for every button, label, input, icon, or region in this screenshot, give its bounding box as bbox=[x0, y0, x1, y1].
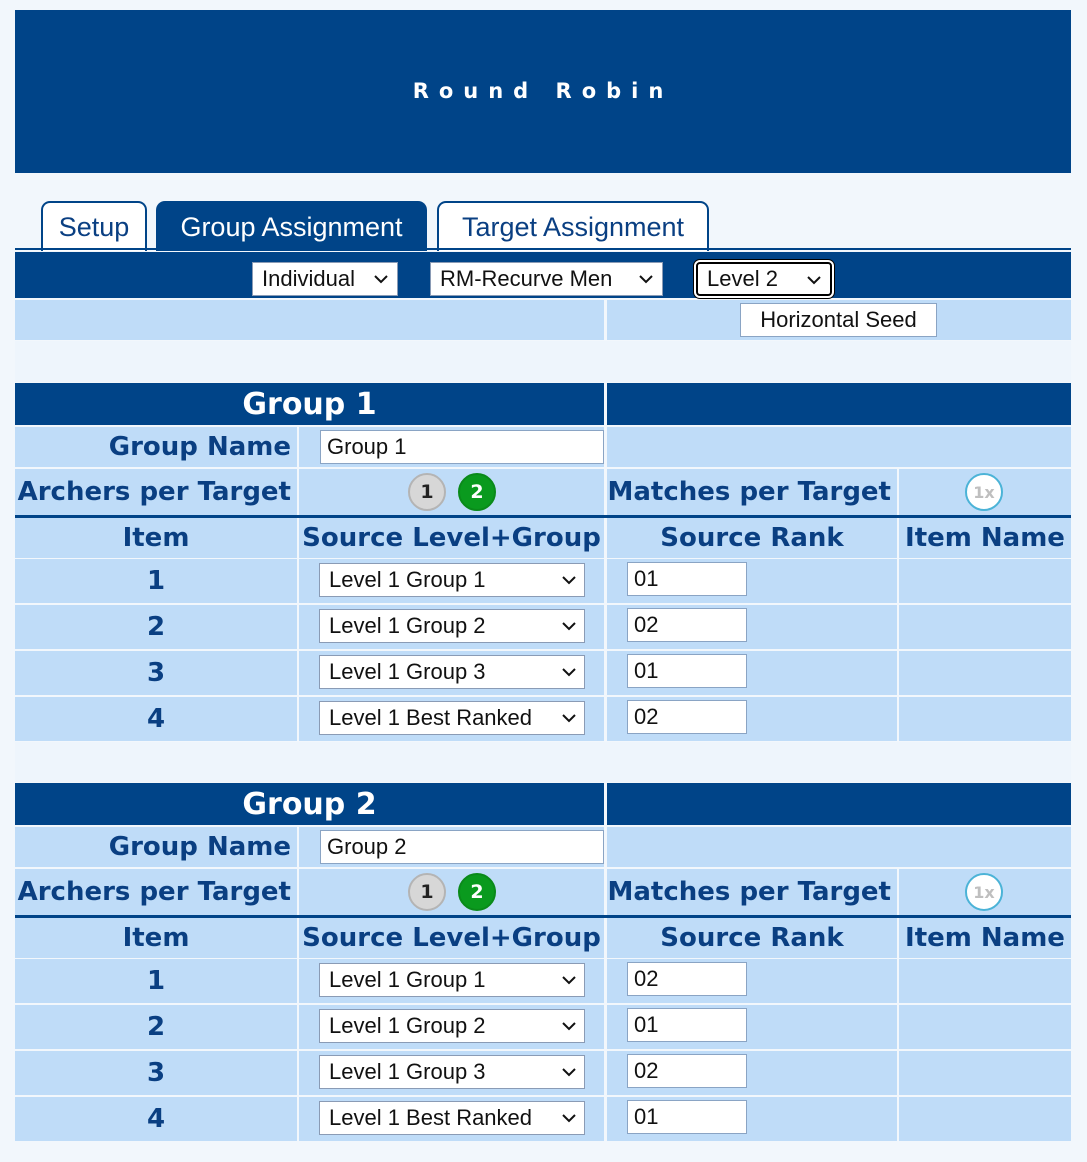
source-select-value: Level 1 Group 2 bbox=[329, 1013, 486, 1038]
chevron-down-icon bbox=[637, 269, 655, 289]
source-select[interactable] bbox=[319, 1101, 585, 1135]
item-number: 4 bbox=[15, 697, 297, 741]
chevron-down-icon bbox=[372, 269, 390, 289]
item-number: 4 bbox=[15, 1097, 297, 1141]
event-select-value: RM-Recurve Men bbox=[440, 266, 613, 291]
type-select[interactable] bbox=[252, 262, 398, 296]
archers-option-2[interactable]: 2 bbox=[458, 473, 496, 511]
rank-input[interactable]: 02 bbox=[627, 608, 747, 642]
column-header-rank: Source Rank bbox=[607, 518, 897, 558]
chevron-down-icon bbox=[560, 616, 578, 636]
rank-input[interactable]: 01 bbox=[627, 1008, 747, 1042]
group-name-input[interactable]: Group 2 bbox=[320, 830, 604, 864]
column-header-source: Source Level+Group bbox=[299, 918, 604, 958]
matches-per-target-label: Matches per Target bbox=[607, 469, 897, 515]
archers-options-cell bbox=[299, 469, 604, 515]
group-name-filler bbox=[607, 427, 1071, 467]
chevron-down-icon bbox=[560, 1062, 578, 1082]
chevron-down-icon bbox=[805, 270, 823, 290]
source-select-value: Level 1 Group 2 bbox=[329, 613, 486, 638]
type-select-value: Individual bbox=[262, 266, 355, 291]
column-header-item: Item bbox=[15, 518, 297, 558]
source-select[interactable] bbox=[319, 701, 585, 735]
matches-option-1x[interactable]: 1x bbox=[965, 473, 1003, 511]
column-header-rank: Source Rank bbox=[607, 918, 897, 958]
group-name-label: Group Name bbox=[15, 827, 297, 867]
spacer bbox=[15, 341, 1071, 382]
column-header-item-name: Item Name bbox=[899, 518, 1071, 558]
archers-per-target-label: Archers per Target bbox=[15, 869, 297, 915]
rank-input[interactable]: 02 bbox=[627, 700, 747, 734]
archers-option-2[interactable]: 2 bbox=[458, 873, 496, 911]
tab-target-assignment[interactable]: Target Assignment bbox=[437, 201, 709, 251]
item-name-cell bbox=[899, 697, 1071, 741]
rank-input[interactable]: 01 bbox=[627, 1100, 747, 1134]
item-number: 1 bbox=[15, 559, 297, 603]
source-select[interactable] bbox=[319, 655, 585, 689]
group-name-filler bbox=[607, 827, 1071, 867]
item-name-cell bbox=[899, 959, 1071, 1003]
item-number: 2 bbox=[15, 1005, 297, 1049]
source-select-value: Level 1 Group 1 bbox=[329, 967, 486, 992]
group-title-filler bbox=[607, 783, 1071, 825]
matches-option-1x[interactable]: 1x bbox=[965, 873, 1003, 911]
page-title: Round Robin bbox=[412, 78, 674, 103]
item-number: 1 bbox=[15, 959, 297, 1003]
item-name-cell bbox=[899, 1097, 1071, 1141]
page-header bbox=[15, 10, 1071, 173]
column-header-item: Item bbox=[15, 918, 297, 958]
group-name-label: Group Name bbox=[15, 427, 297, 467]
rank-input[interactable]: 02 bbox=[627, 962, 747, 996]
spacer bbox=[15, 742, 1071, 782]
chevron-down-icon bbox=[560, 570, 578, 590]
column-header-item-name: Item Name bbox=[899, 918, 1071, 958]
source-select[interactable] bbox=[319, 1009, 585, 1043]
group-name-input[interactable]: Group 1 bbox=[320, 430, 604, 464]
item-name-cell bbox=[899, 1005, 1071, 1049]
tab-setup[interactable]: Setup bbox=[41, 201, 147, 251]
column-header-source: Source Level+Group bbox=[299, 518, 604, 558]
item-name-cell bbox=[899, 1051, 1071, 1095]
source-select[interactable] bbox=[319, 609, 585, 643]
group-title-filler bbox=[607, 383, 1071, 425]
level-select[interactable] bbox=[696, 262, 832, 296]
archers-per-target-label: Archers per Target bbox=[15, 469, 297, 515]
event-select[interactable] bbox=[430, 262, 663, 296]
tab-divider bbox=[15, 248, 1071, 250]
rank-input[interactable]: 02 bbox=[627, 1054, 747, 1088]
group-title: Group 2 bbox=[15, 783, 604, 825]
source-select[interactable] bbox=[319, 1055, 585, 1089]
item-number: 2 bbox=[15, 605, 297, 649]
source-select-value: Level 1 Best Ranked bbox=[329, 705, 533, 730]
chevron-down-icon bbox=[560, 970, 578, 990]
source-select[interactable] bbox=[319, 963, 585, 997]
source-select-value: Level 1 Group 1 bbox=[329, 567, 486, 592]
item-number: 3 bbox=[15, 651, 297, 695]
chevron-down-icon bbox=[560, 662, 578, 682]
chevron-down-icon bbox=[560, 1108, 578, 1128]
source-select-value: Level 1 Group 3 bbox=[329, 659, 486, 684]
chevron-down-icon bbox=[560, 1016, 578, 1036]
matches-per-target-label: Matches per Target bbox=[607, 869, 897, 915]
item-name-cell bbox=[899, 559, 1071, 603]
rank-input[interactable]: 01 bbox=[627, 654, 747, 688]
source-select[interactable] bbox=[319, 563, 585, 597]
archers-option-1[interactable]: 1 bbox=[408, 873, 446, 911]
archers-option-1[interactable]: 1 bbox=[408, 473, 446, 511]
level-select-value: Level 2 bbox=[707, 266, 778, 291]
source-select-value: Level 1 Group 3 bbox=[329, 1059, 486, 1084]
item-name-cell bbox=[899, 651, 1071, 695]
rank-input[interactable]: 01 bbox=[627, 562, 747, 596]
item-number: 3 bbox=[15, 1051, 297, 1095]
item-name-cell bbox=[899, 605, 1071, 649]
seed-row-left bbox=[15, 300, 604, 340]
archers-options-cell bbox=[299, 869, 604, 915]
horizontal-seed-button[interactable]: Horizontal Seed bbox=[740, 303, 937, 337]
tab-group-assignment[interactable]: Group Assignment bbox=[156, 201, 427, 251]
chevron-down-icon bbox=[560, 708, 578, 728]
source-select-value: Level 1 Best Ranked bbox=[329, 1105, 533, 1130]
group-title: Group 1 bbox=[15, 383, 604, 425]
